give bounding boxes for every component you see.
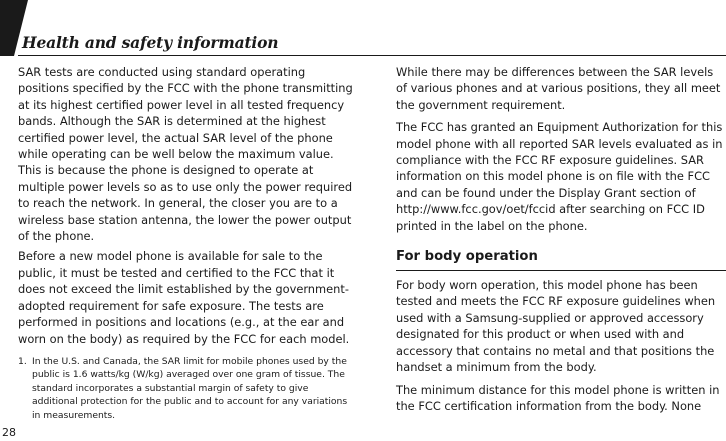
header-tab-marker [0, 0, 14, 56]
body-paragraph: SAR tests are conducted using standard operating positions specified by the FCC with the phone transmitting at its highest certified power level in all tested frequency bands. Although the SAR is determined at the highest certified power level, the actual SAR level of the phone while operating can be well below the maximum value. This is because the phone is designed to operate at multiple power levels so as to use only the power required to reach the network. In general, the closer you are to a wireless base station antenna, the lower the power output of the phone. [18, 65, 353, 244]
body-paragraph: Before a new model phone is available for sale to the public, it must be tested and certified to the FCC that it does not exceed the limit established by the government-adopted requirement for safe exposure. The tests are performed in positions and locations (e.g., at the ear and worn on the body) as required by the FCC for each model. [18, 249, 350, 346]
header-rule [18, 55, 726, 56]
body-paragraph: While there may be differences between the SAR levels of various phones and at various positions, they all meet the government requirement. [396, 65, 721, 112]
right-column [396, 64, 726, 420]
left-column [18, 64, 354, 422]
footnote-text: In the U.S. and Canada, the SAR limit for mobile phones used by the public is 1.6 watts/kg (W/kg) averaged over one gram of tissue. The standard incorporates a substantial margin of safety to give additional protection for the public and to account for any variations in measurements. [32, 355, 348, 421]
section-heading: For body operation [396, 248, 726, 271]
footnote [18, 355, 354, 422]
page-number: 28 [2, 426, 16, 439]
body-paragraph: The FCC has granted an Equipment Authorization for this model phone with all reported SAR levels evaluated as in compliance with the FCC RF exposure guidelines. SAR information on this model phone is on file with the FCC and can be found under the Display Grant section of http://www.fcc.gov/oet/fccid after searching on FCC ID printed in the label on the phone. [396, 120, 723, 233]
body-paragraph: For body worn operation, this model phone has been tested and meets the FCC RF exposure guidelines when used with a Samsung-supplied or approved accessory designated for this product or when used with and accessory that contains no metal and that positions the handset a minimum from the body. [396, 278, 716, 375]
page-header-title: Health and safety information [22, 33, 279, 52]
footnote-number: 1. [18, 355, 27, 367]
body-paragraph: The minimum distance for this model phone is written in the FCC certification information from the body. None [396, 382, 720, 413]
